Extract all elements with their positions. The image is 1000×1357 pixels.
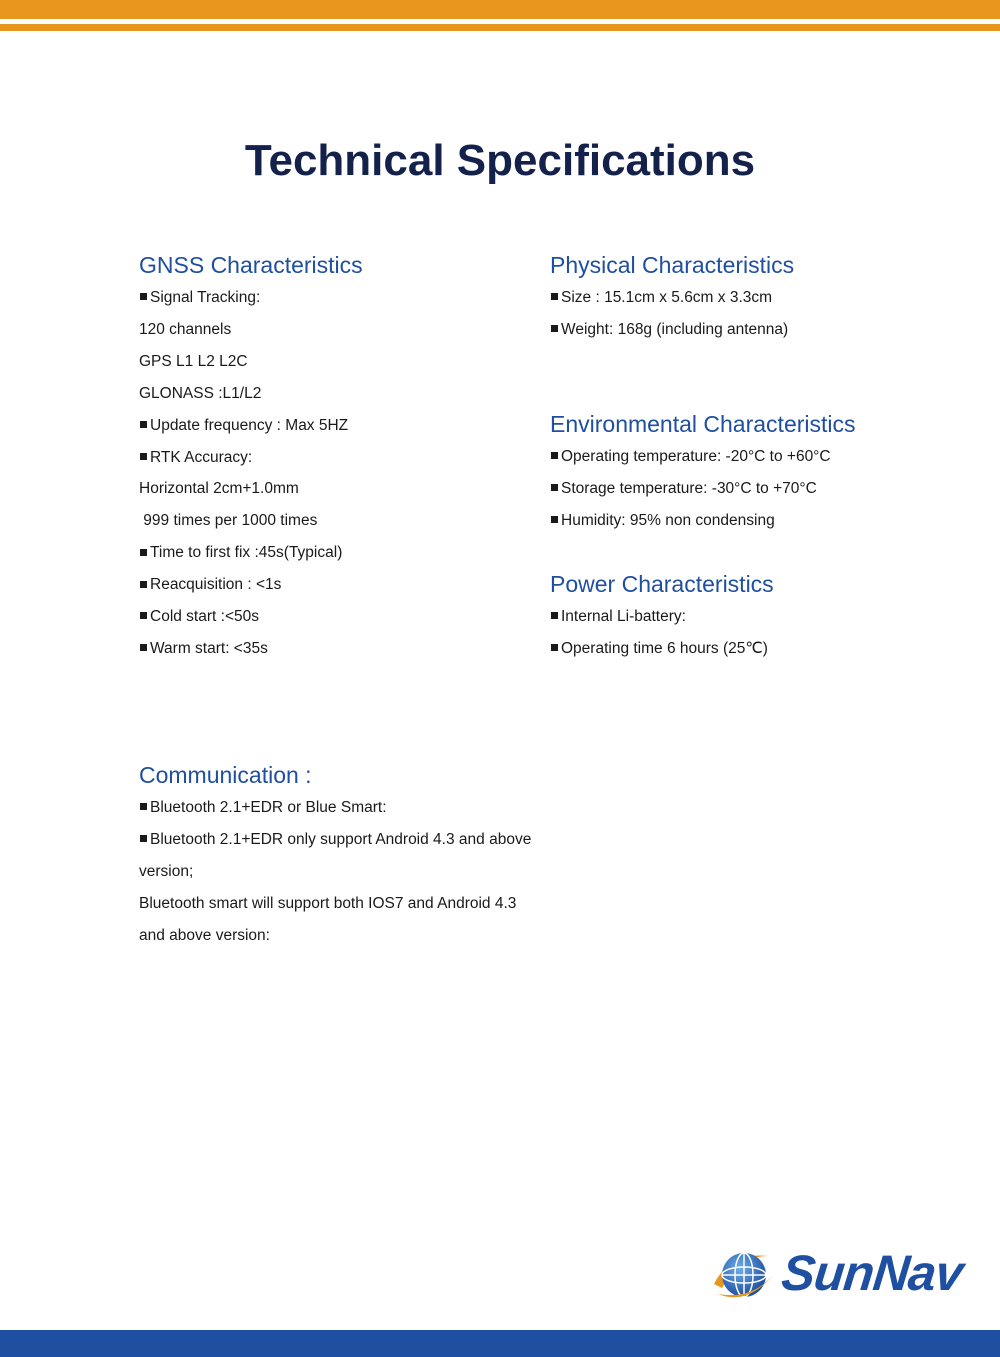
- physical-spec-item: [550, 282, 794, 314]
- square-bullet-icon: [140, 835, 147, 842]
- logo-wordmark: SunNav: [779, 1245, 966, 1301]
- communication-spec-list: [139, 792, 531, 952]
- page-title: Technical Specifications: [244, 136, 756, 185]
- top-orange-stripe: [0, 24, 1000, 31]
- environmental-heading: Environmental Characteristics: [550, 411, 856, 437]
- communication-spec-item: [139, 824, 531, 856]
- power-spec-item: [550, 601, 774, 633]
- spec-text: Storage temperature: -30°C to +70°C: [561, 479, 817, 497]
- spec-text: Bluetooth 2.1+EDR only support Android 4.3 and above: [150, 830, 532, 848]
- gnss-spec-item: [139, 601, 363, 633]
- square-bullet-icon: [140, 293, 147, 300]
- gnss-heading: GNSS Characteristics: [139, 252, 363, 278]
- spec-text: Size : 15.1cm x 5.6cm x 3.3cm: [561, 289, 773, 306]
- spec-text: Update frequency : Max 5HZ: [150, 416, 349, 434]
- communication-spec-item: [139, 856, 531, 888]
- spec-text: and above version:: [139, 926, 270, 944]
- communication-spec-item: [139, 920, 531, 952]
- gnss-spec-item: [139, 633, 363, 665]
- environmental-spec-item: [550, 505, 856, 537]
- square-bullet-icon: [551, 516, 558, 523]
- gnss-spec-item: [139, 569, 363, 601]
- gnss-spec-item: [139, 346, 363, 378]
- square-bullet-icon: [551, 612, 558, 619]
- gnss-spec-item: [139, 505, 363, 537]
- square-bullet-icon: [140, 549, 147, 556]
- square-bullet-icon: [140, 644, 147, 651]
- gnss-spec-item: [139, 442, 363, 474]
- spec-text: Internal Li-battery:: [561, 608, 686, 625]
- square-bullet-icon: [551, 293, 558, 300]
- spec-text: Weight: 168g (including antenna): [561, 320, 789, 338]
- gnss-spec-item: [139, 473, 363, 505]
- physical-heading: Physical Characteristics: [550, 252, 795, 278]
- square-bullet-icon: [551, 452, 558, 459]
- environmental-spec-item: [550, 473, 856, 505]
- communication-heading: Communication :: [139, 762, 312, 788]
- square-bullet-icon: [140, 421, 147, 428]
- power-spec-item: [550, 633, 774, 665]
- gnss-characteristics-section: [139, 250, 363, 665]
- top-orange-band: [0, 0, 1000, 19]
- communication-section: [139, 760, 531, 952]
- spec-text: Humidity: 95% non condensing: [561, 511, 775, 529]
- spec-text: GPS L1 L2 L2C: [139, 352, 248, 370]
- spec-text: version;: [139, 862, 194, 880]
- physical-spec-list: [550, 282, 794, 346]
- gnss-spec-item: [139, 282, 363, 314]
- gnss-spec-item: [139, 537, 363, 569]
- square-bullet-icon: [140, 803, 147, 810]
- bottom-blue-band: [0, 1330, 1000, 1357]
- square-bullet-icon: [140, 453, 147, 460]
- spec-text: 999 times per 1000 times: [139, 512, 318, 530]
- gnss-spec-item: [139, 378, 363, 410]
- spec-text: Reacquisition : <1s: [150, 576, 282, 594]
- spec-text: RTK Accuracy:: [150, 448, 253, 466]
- square-bullet-icon: [551, 325, 558, 332]
- square-bullet-icon: [551, 644, 558, 651]
- square-bullet-icon: [551, 484, 558, 491]
- physical-characteristics-section: [550, 250, 794, 346]
- spec-text: Horizontal 2cm+1.0mm: [139, 480, 299, 498]
- spec-text: Cold start :<50s: [150, 608, 259, 626]
- spec-text: Time to first fix :45s(Typical): [150, 544, 343, 562]
- environmental-characteristics-section: [550, 409, 856, 537]
- spec-text: Bluetooth smart will support both IOS7 and Android 4.3: [139, 894, 517, 912]
- spec-text: Signal Tracking:: [150, 289, 261, 306]
- gnss-spec-item: [139, 410, 363, 442]
- spec-text: Warm start: <35s: [150, 639, 268, 657]
- square-bullet-icon: [140, 612, 147, 619]
- spec-text: Bluetooth 2.1+EDR or Blue Smart:: [150, 799, 387, 816]
- communication-spec-item: [139, 792, 531, 824]
- spec-text: Operating temperature: -20°C to +60°C: [561, 448, 831, 465]
- globe-icon: [708, 1244, 778, 1304]
- spec-text: Operating time 6 hours (25℃): [561, 639, 768, 657]
- power-heading: Power Characteristics: [550, 571, 774, 597]
- environmental-spec-list: [550, 441, 856, 537]
- spec-text: 120 channels: [139, 320, 232, 338]
- environmental-spec-item: [550, 441, 856, 473]
- communication-spec-item: [139, 888, 531, 920]
- gnss-spec-list: [139, 282, 363, 665]
- spec-text: GLONASS :L1/L2: [139, 384, 262, 402]
- square-bullet-icon: [140, 581, 147, 588]
- physical-spec-item: [550, 314, 794, 346]
- power-spec-list: [550, 601, 774, 665]
- gnss-spec-item: [139, 314, 363, 346]
- power-characteristics-section: [550, 569, 774, 665]
- sunnav-logo: [708, 1244, 968, 1304]
